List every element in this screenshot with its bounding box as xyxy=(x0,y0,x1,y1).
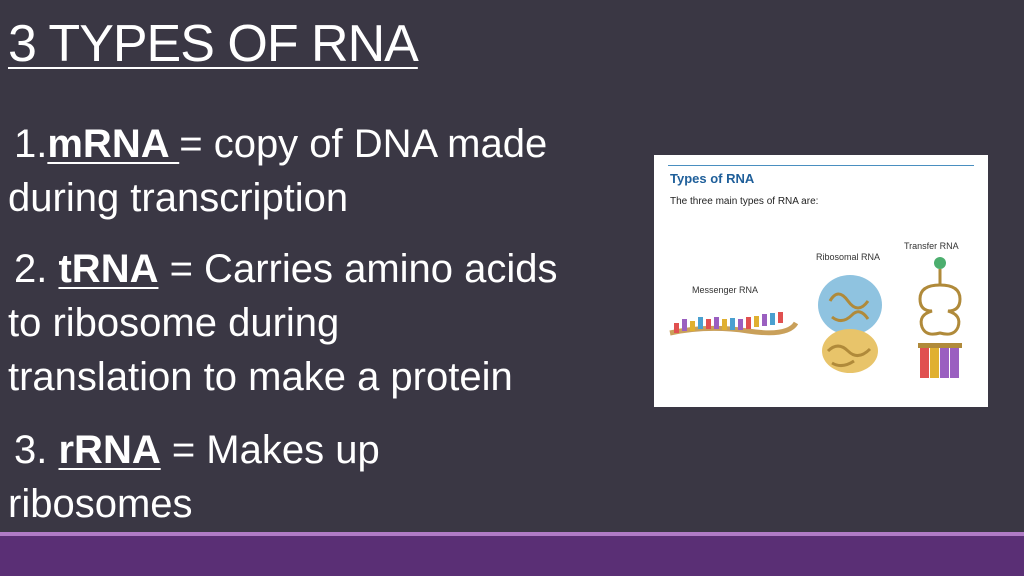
list-item-trna xyxy=(8,242,648,404)
item-definition: = Makes up xyxy=(160,428,380,472)
ribosomal-rna-icon xyxy=(814,271,890,381)
slide-title: 3 TYPES OF RNA xyxy=(8,15,418,73)
item-line: ribosomes xyxy=(8,482,193,526)
item-line: translation to make a protein xyxy=(8,355,513,399)
item-line xyxy=(8,423,648,477)
figure-title: Types of RNA xyxy=(670,171,755,186)
item-term: mRNA xyxy=(47,122,180,166)
item-number: 2. xyxy=(14,247,48,291)
figure-rule xyxy=(668,165,974,166)
item-line xyxy=(8,117,648,171)
item-line xyxy=(8,242,648,296)
item-term: tRNA xyxy=(58,247,159,291)
ribosomal-rna-label: Ribosomal RNA xyxy=(816,252,881,262)
rna-types-figure xyxy=(654,155,988,407)
item-definition: = copy of DNA made xyxy=(179,122,548,166)
messenger-rna-label: Messenger RNA xyxy=(692,285,759,295)
transfer-rna-label: Transfer RNA xyxy=(904,241,959,251)
list-item-rrna xyxy=(8,423,648,531)
item-number: 3. xyxy=(14,428,48,472)
item-definition: = Carries amino acids xyxy=(158,247,558,291)
item-line: during transcription xyxy=(8,176,349,220)
item-term: rRNA xyxy=(58,428,161,472)
item-line: to ribosome during xyxy=(8,301,340,345)
list-item-mrna xyxy=(8,117,648,225)
footer-bar xyxy=(0,536,1024,576)
figure-subtitle: The three main types of RNA are: xyxy=(670,196,819,207)
transfer-rna-icon xyxy=(904,255,964,385)
item-number: 1. xyxy=(14,122,48,166)
messenger-rna-icon xyxy=(668,303,798,353)
